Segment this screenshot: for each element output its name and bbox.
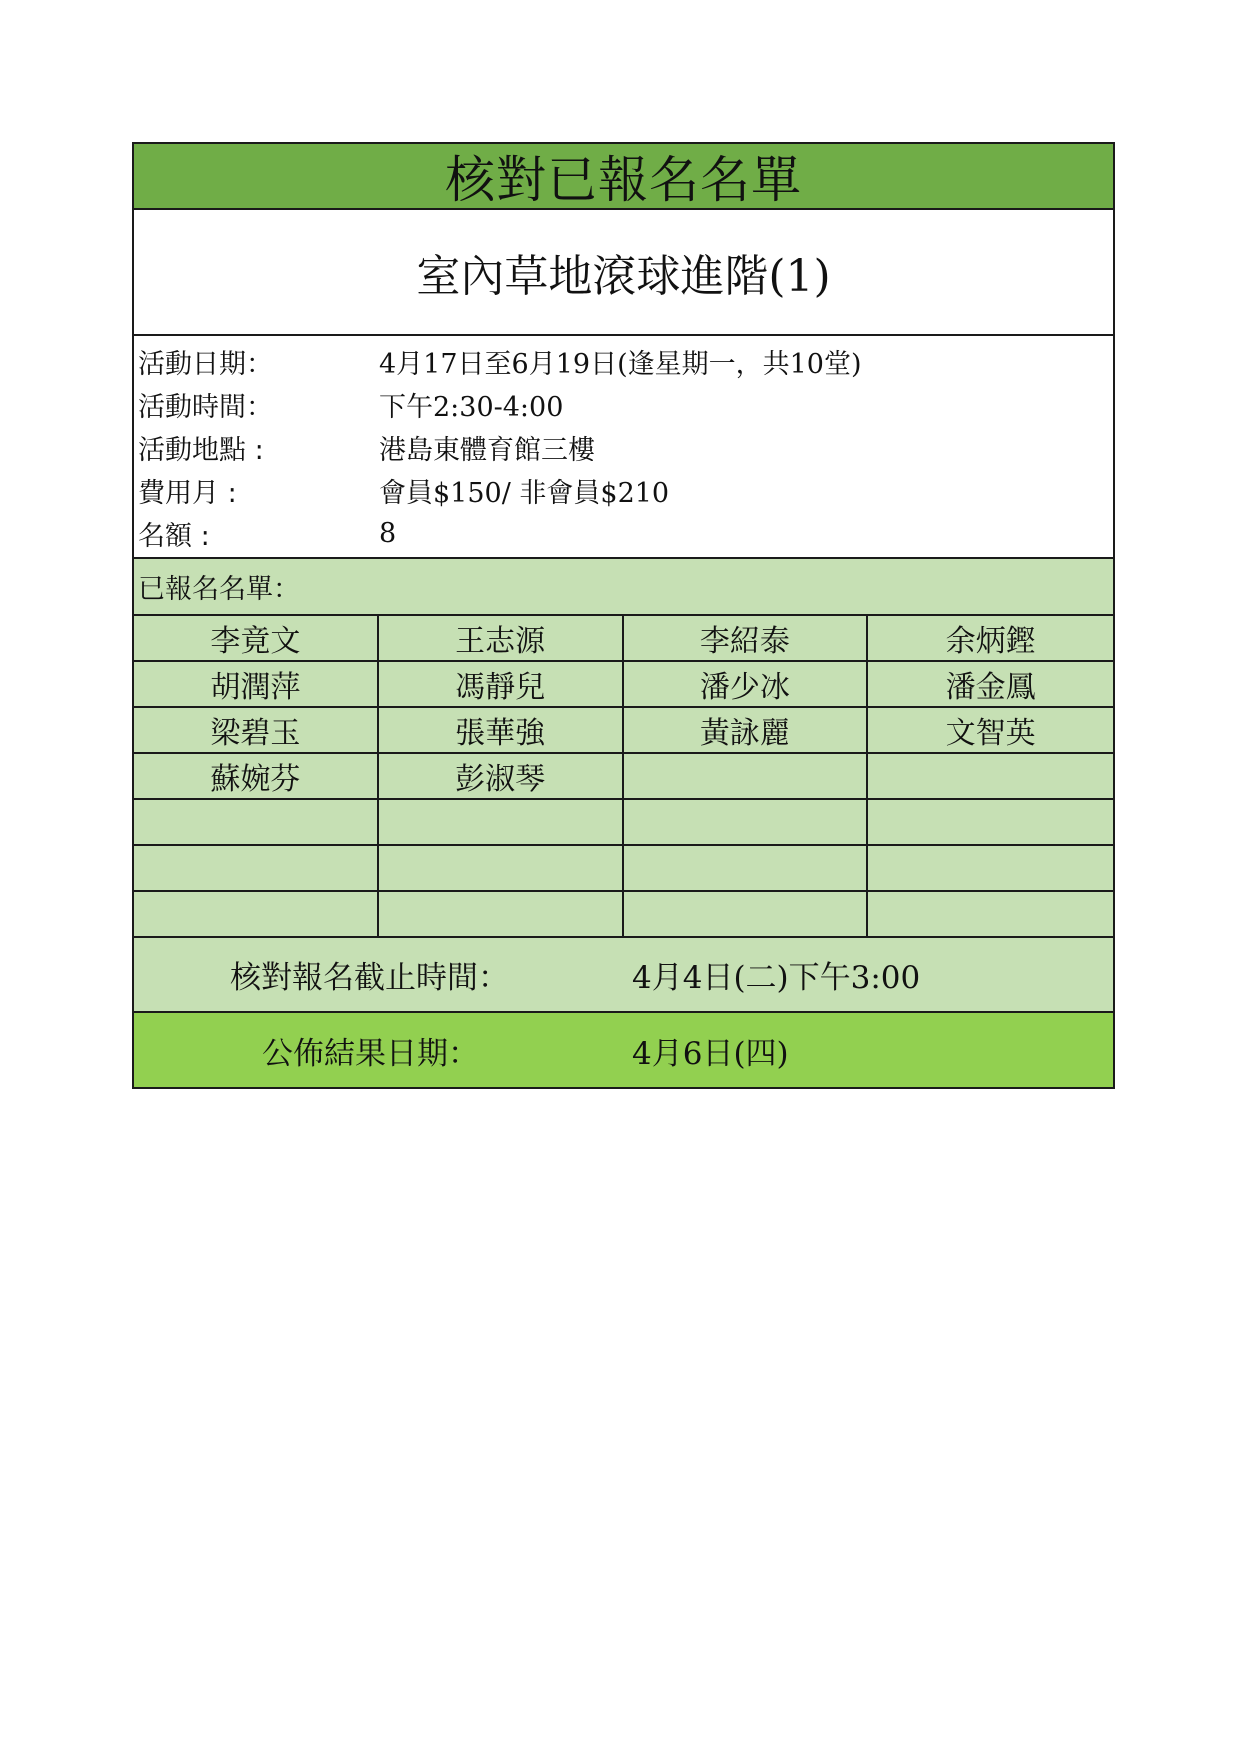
name-cell: 梁碧玉: [134, 708, 379, 754]
name-cell: [134, 846, 379, 892]
info-value: 港島東體育館三樓: [379, 435, 595, 466]
info-label: 活動日期：: [138, 349, 273, 380]
name-cell: 馮靜兒: [379, 662, 624, 708]
info-value: 8: [379, 518, 397, 549]
name-cell: [624, 846, 869, 892]
registered-list-header: 已報名名單：: [134, 559, 1113, 616]
name-cell: [379, 800, 624, 846]
name-cell: [624, 892, 869, 938]
result-date-value: 4月6日(四): [632, 1035, 789, 1072]
registration-sheet: [132, 142, 1115, 1089]
name-cell: [868, 754, 1113, 800]
name-cell: 余炳鏗: [868, 616, 1113, 662]
name-cell: 李竟文: [134, 616, 379, 662]
deadline-label: 核對報名截止時間：: [230, 960, 509, 996]
registered-names-grid: [134, 616, 1113, 938]
name-cell: [624, 800, 869, 846]
result-date-label: 公佈結果日期：: [262, 1035, 479, 1072]
name-cell: 李紹泰: [624, 616, 869, 662]
info-value: 會員$150/ 非會員$210: [379, 478, 670, 509]
name-cell: 潘金鳳: [868, 662, 1113, 708]
name-cell: 潘少冰: [624, 662, 869, 708]
name-cell: [624, 754, 869, 800]
name-cell: 王志源: [379, 616, 624, 662]
name-cell: [379, 892, 624, 938]
name-cell: 張華強: [379, 708, 624, 754]
sheet-title: 核對已報名名單: [134, 144, 1113, 210]
info-value: 下午2:30-4:00: [379, 392, 564, 423]
name-cell: 黃詠麗: [624, 708, 869, 754]
result-date-row: [134, 1013, 1113, 1087]
info-row-time: [134, 383, 1113, 426]
info-label: 費用月 :: [138, 478, 237, 509]
info-row-venue: [134, 426, 1113, 469]
name-cell: [868, 846, 1113, 892]
info-row-date: [134, 340, 1113, 383]
info-value: 4月17日至6月19日(逢星期一，共10堂): [379, 349, 862, 380]
deadline-row: [134, 938, 1113, 1013]
activity-info: [134, 336, 1113, 559]
info-label: 活動地點 :: [138, 435, 264, 466]
info-row-fee: [134, 469, 1113, 512]
info-label: 名額 :: [138, 521, 210, 552]
info-label: 活動時間：: [138, 392, 273, 423]
name-cell: 彭淑琴: [379, 754, 624, 800]
name-cell: [134, 892, 379, 938]
deadline-value: 4月4日(二)下午3:00: [632, 960, 921, 996]
name-cell: [379, 846, 624, 892]
info-row-quota: [134, 512, 1113, 555]
name-cell: 蘇婉芬: [134, 754, 379, 800]
name-cell: 文智英: [868, 708, 1113, 754]
course-name: 室內草地滾球進階(1): [134, 210, 1113, 336]
name-cell: 胡潤萍: [134, 662, 379, 708]
name-cell: [868, 800, 1113, 846]
name-cell: [134, 800, 379, 846]
name-cell: [868, 892, 1113, 938]
